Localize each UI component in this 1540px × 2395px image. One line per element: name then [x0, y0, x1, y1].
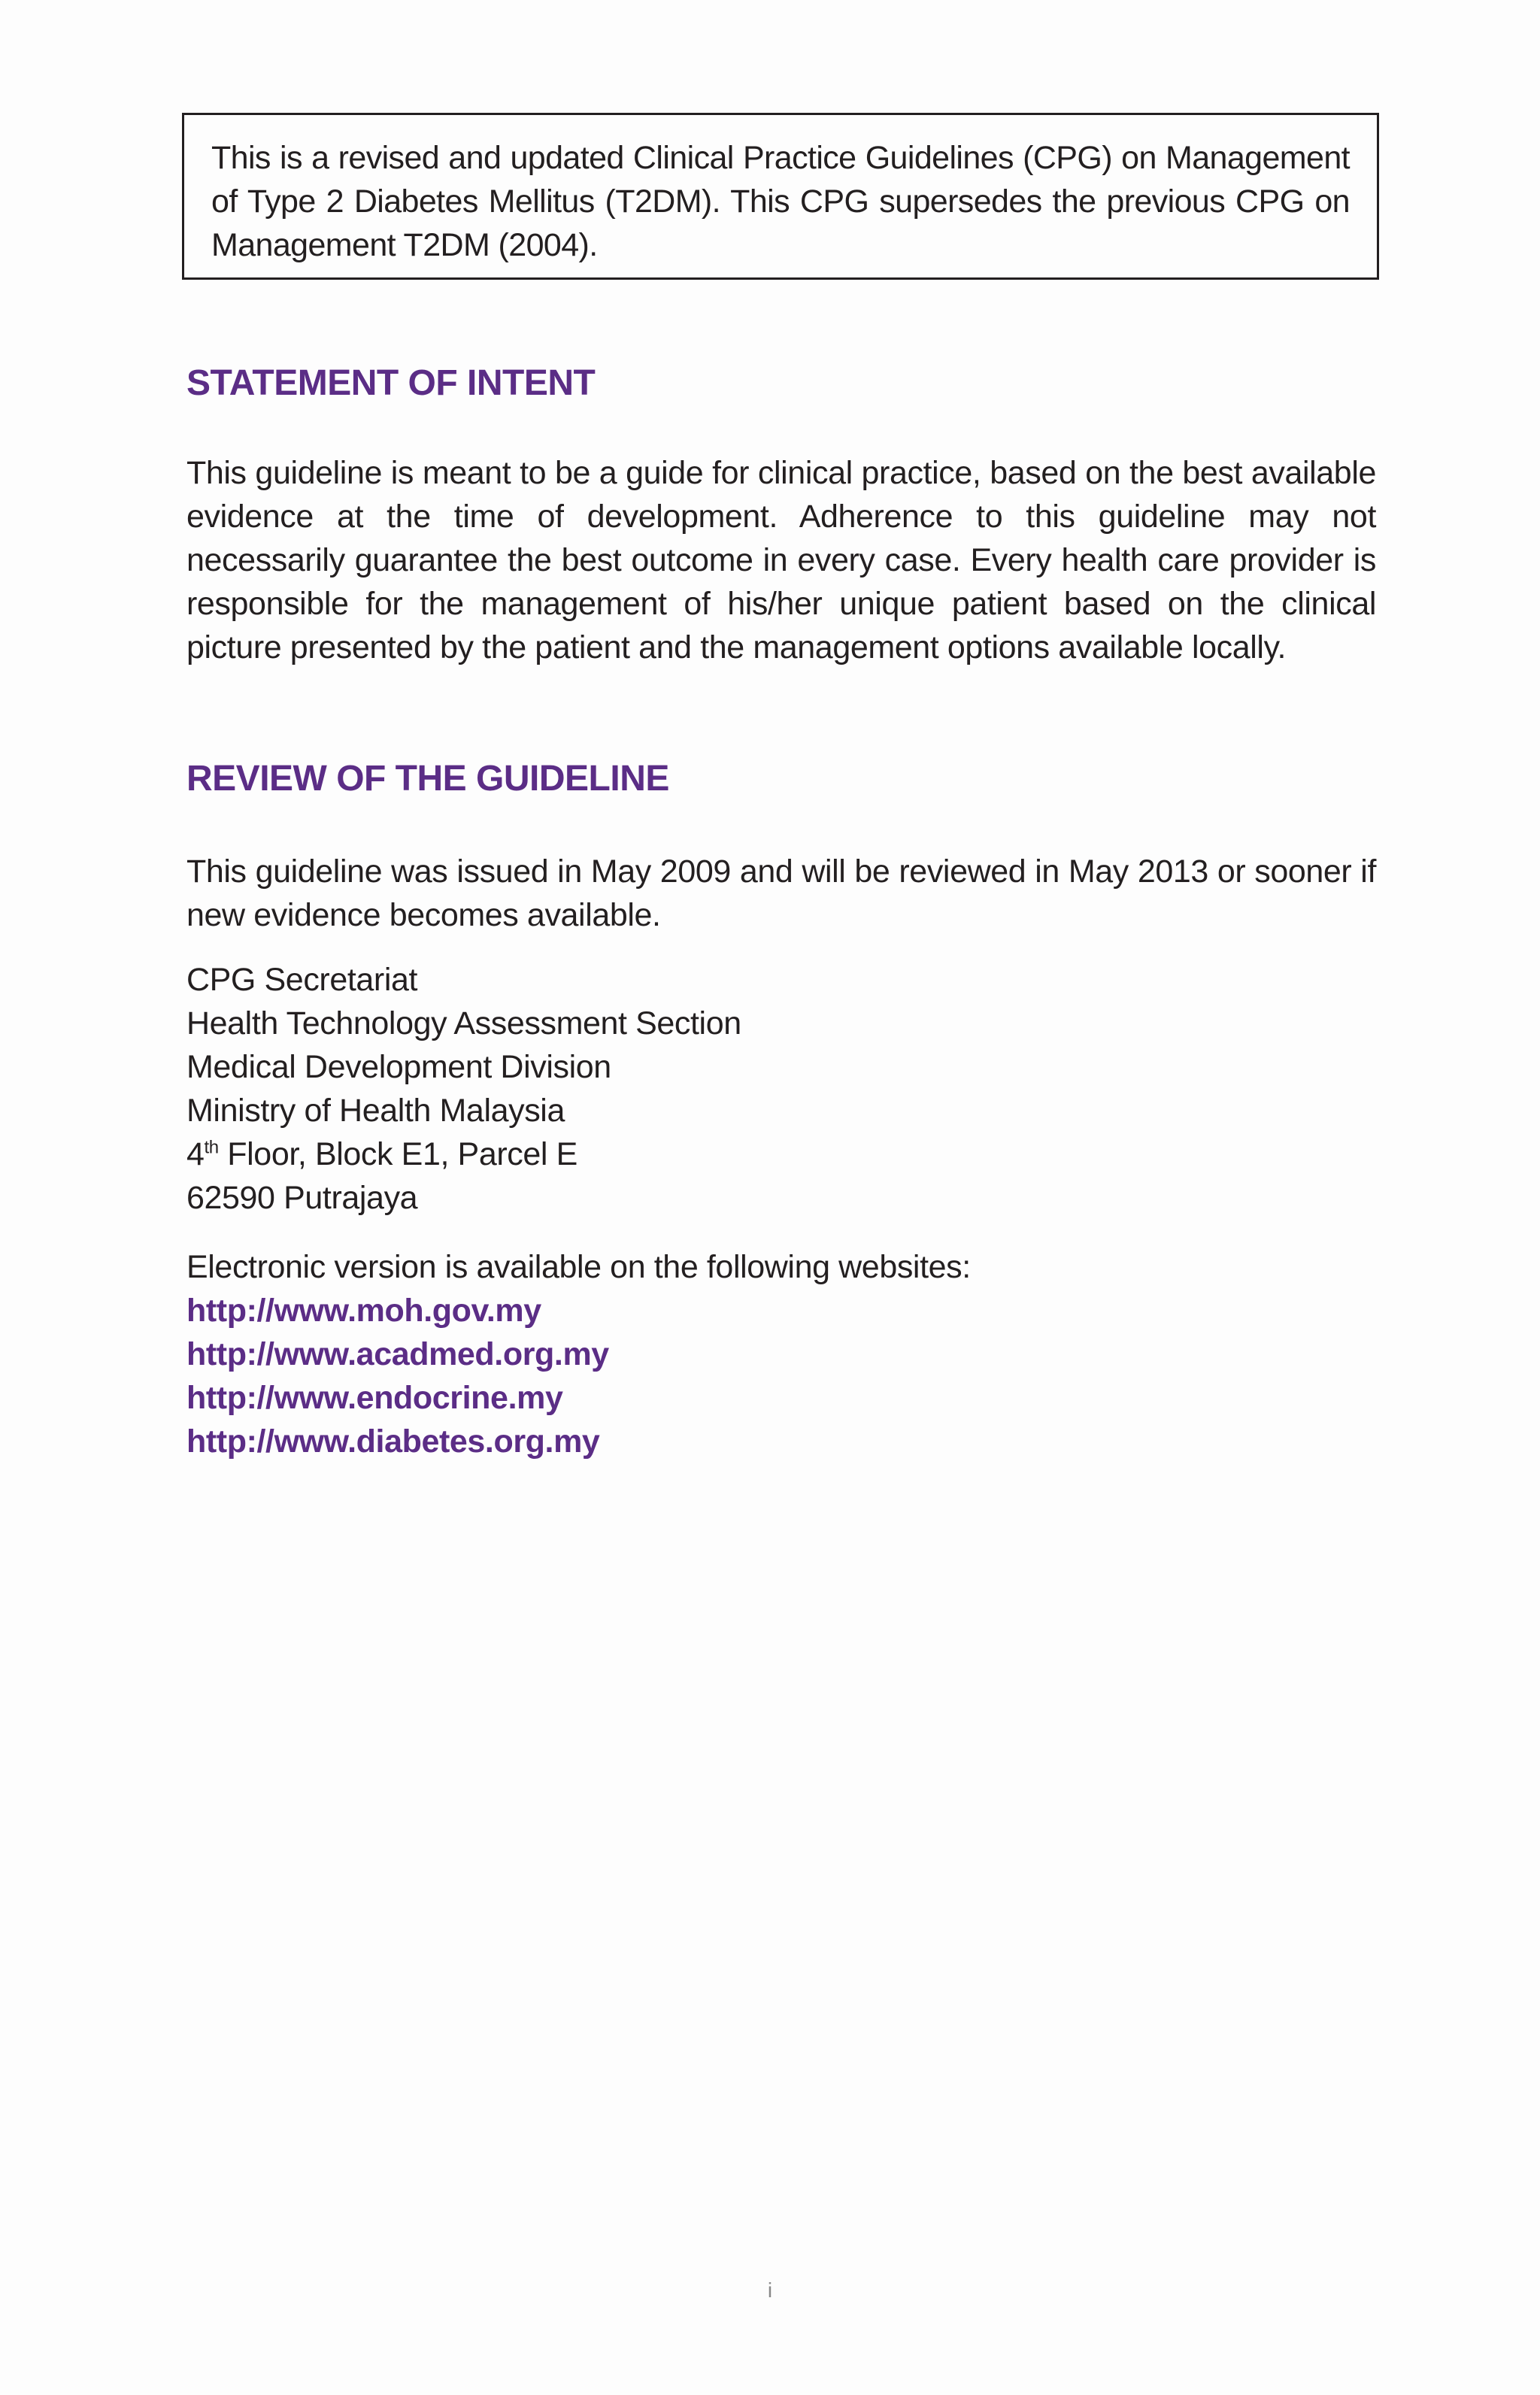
address-line: Health Technology Assessment Section	[186, 1005, 741, 1041]
review-heading: REVIEW OF THE GUIDELINE	[186, 759, 669, 799]
electronic-version-section	[186, 1245, 971, 1463]
secretariat-address	[186, 958, 741, 1220]
statement-of-intent-heading: STATEMENT OF INTENT	[186, 363, 596, 403]
revision-notice-text: This is a revised and updated Clinical Practice Guidelines (CPG) on Management of Type 2 Diabetes Mellitus (T2DM). This CPG supersedes the previous CPG on Management T2DM (2004).	[211, 140, 1350, 263]
statement-of-intent-body: This guideline is meant to be a guide for clinical practice, based on the best available evidence at the time of development. Adherence to this guideline may not necessarily guarantee the best outcome in every case. Every health care provider is responsible for the management of his/her unique patient based on the clinical picture presented by the patient and the management options available locally.	[186, 455, 1376, 665]
floor-detail: Floor, Block E1, Parcel E	[218, 1136, 578, 1172]
address-line: Medical Development Division	[186, 1049, 611, 1085]
electronic-version-intro: Electronic version is available on the following websites:	[186, 1249, 971, 1285]
website-link-endocrine[interactable]: http://www.endocrine.my	[186, 1380, 563, 1416]
website-link-acadmed[interactable]: http://www.acadmed.org.my	[186, 1336, 609, 1372]
revision-notice-box	[182, 113, 1379, 280]
website-link-moh[interactable]: http://www.moh.gov.my	[186, 1293, 541, 1329]
review-body: This guideline was issued in May 2009 and will be reviewed in May 2013 or sooner if new evidence becomes available.	[186, 853, 1376, 933]
address-line: CPG Secretariat	[186, 962, 418, 998]
address-line-floor	[186, 1132, 741, 1176]
floor-number: 4	[186, 1136, 205, 1172]
page-number: i	[767, 2278, 773, 2302]
address-line: 62590 Putrajaya	[186, 1180, 418, 1216]
floor-ordinal-suffix: th	[204, 1137, 219, 1158]
website-link-diabetes[interactable]: http://www.diabetes.org.my	[186, 1423, 600, 1460]
address-line: Ministry of Health Malaysia	[186, 1093, 565, 1129]
